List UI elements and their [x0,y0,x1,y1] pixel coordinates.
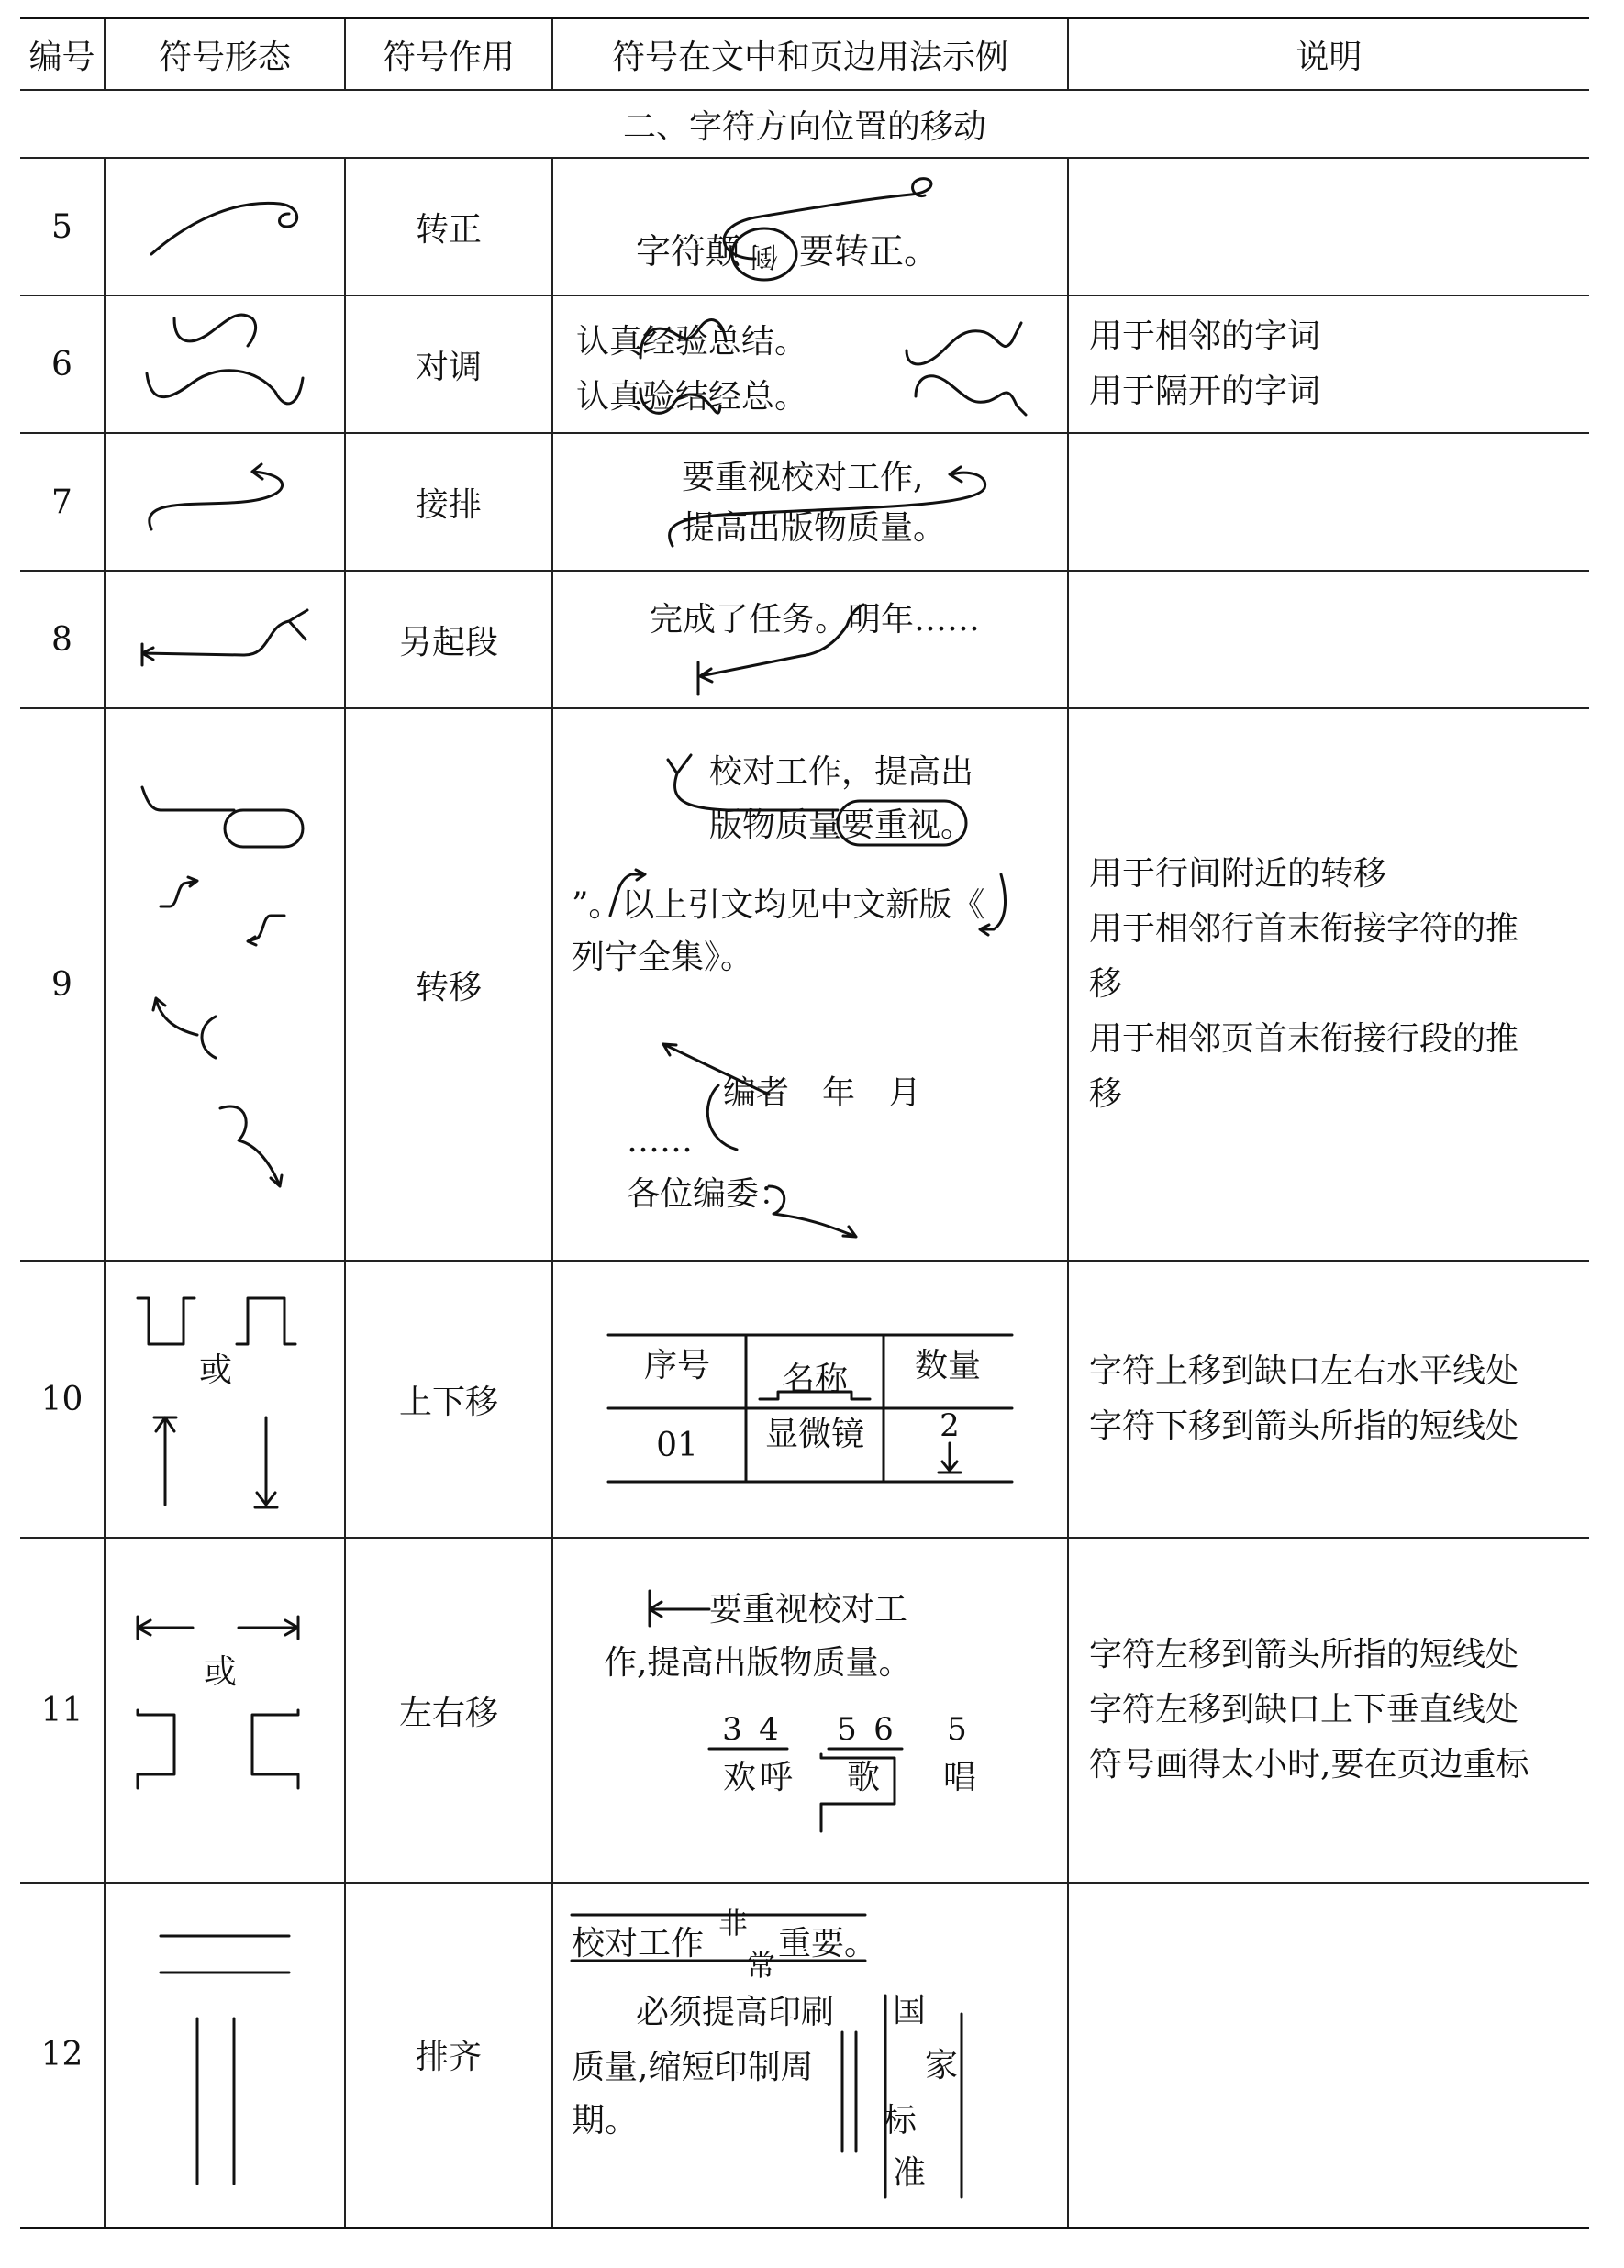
notes-cell [1068,571,1589,708]
note-line: 字符下移到箭头所指的短线处 [1089,1407,1519,1445]
or-label: 或 [198,1351,233,1389]
function-label: 转正 [345,158,552,295]
example-text-6: 质量,缩短印制周 [572,2048,814,2086]
table-cell-1: 01 [656,1427,698,1464]
example-cell [552,708,1068,1261]
table-row [20,708,1589,1261]
notes-cell [1068,1261,1589,1538]
function-label: 左右移 [345,1538,552,1883]
row-number: 12 [20,1883,105,2228]
row-number: 10 [20,1261,105,1538]
symbol-cell [105,1261,345,1538]
function-label: 转移 [345,708,552,1261]
example-join-drawing [572,447,1049,557]
example-number-2: 4 [759,1711,779,1748]
example-line-1: 认真经验总结。 [576,323,808,361]
example-line-4: 列宁全集》。 [572,939,754,976]
example-line-2: 认真验结经总。 [576,378,808,416]
table-row [20,1538,1589,1883]
row-number: 11 [20,1538,105,1883]
example-word-3: 歌 [847,1759,881,1796]
notes-cell [1068,295,1589,433]
section-title: 二、字符方向位置的移动 [20,90,1589,158]
header-explanation: 说明 [1068,18,1589,91]
symbol-cell [105,158,345,295]
note-line: 字符左移到箭头所指的短线处 [1089,1636,1519,1673]
example-number-5: 5 [947,1711,967,1748]
notes-cell [1068,433,1589,571]
example-word-1: 欢 [723,1759,757,1796]
align-symbols-icon [151,1918,298,2193]
note-line: 用于行间附近的转移 [1089,855,1387,893]
transfer-symbols-icon [133,769,317,1200]
swap-symbol-icon [138,309,312,419]
table-header-1: 序号 [643,1347,711,1384]
table-row [20,1883,1589,2228]
left-right-symbols-icon [128,1609,321,1811]
header-row [20,18,1589,91]
example-line-2: 作,提高出版物质量。 [604,1644,912,1682]
table-cell-3: 2 [940,1407,960,1444]
row-number: 8 [20,571,105,708]
example-text-1: 校对工作 [572,1924,705,1962]
note-line: 用于相邻页首末衔接行段的推 [1089,1020,1519,1058]
note-line: 用于相邻的字词 [1089,317,1321,355]
row-number: 9 [20,708,105,1261]
header-symbol-function: 符号作用 [345,18,552,91]
example-line-1: 要重视校对工作, [682,459,924,496]
vertical-char-3: 标 [884,2101,918,2140]
example-text-4: 重要。 [778,1924,878,1962]
example-text-2: 倒 [751,239,778,272]
vertical-char-1: 国 [893,1991,927,2029]
example-line-1: 要重视校对工 [709,1591,908,1629]
example-text-2: 非 [718,1905,749,1940]
example-text-3: 常 [746,1947,776,1983]
example-cell [552,1538,1068,1883]
example-text-1: 字符颠 [636,231,741,272]
row-number: 7 [20,433,105,571]
example-text-3: 要转正。 [799,231,940,272]
function-label: 上下移 [345,1261,552,1538]
note-line: 移 [1089,1075,1123,1113]
example-up-down-drawing [599,1307,1021,1491]
example-number-4: 6 [873,1711,894,1748]
example-transfer-drawing [562,737,1058,1232]
example-cell [552,571,1068,708]
note-line: 字符上移到缺口左右水平线处 [1089,1352,1519,1390]
symbol-cell [105,571,345,708]
function-label: 另起段 [345,571,552,708]
example-line-2: 版物质量要重视。 [709,806,974,844]
symbol-cell [105,1883,345,2228]
example-line-1: 校对工作，提高出 [709,753,974,791]
example-swap-drawing [562,305,1058,424]
notes-cell [1068,158,1589,295]
section-row [20,90,1589,158]
example-line-2: 提高出版物质量。 [682,509,947,547]
row-number: 5 [20,158,105,295]
example-word-2: 呼 [760,1759,794,1796]
header-usage-example: 符号在文中和页边用法示例 [552,18,1068,91]
note-line: 用于相邻行首末衔接字符的推 [1089,910,1519,948]
notes-cell [1068,1538,1589,1883]
new-paragraph-symbol-icon [133,603,317,676]
example-line-1: 完成了任务。明年…… [650,601,981,639]
header-number: 编号 [20,18,105,91]
table-cell-2: 显微镜 [764,1416,865,1453]
table-header-3: 数量 [914,1347,982,1384]
example-line-5: 编者 年 月 [723,1074,922,1112]
example-text-7: 期。 [572,2101,639,2140]
example-left-right-drawing [572,1573,1049,1848]
function-label: 排齐 [345,1883,552,2228]
example-text-5: 必须提高印刷 [636,1993,835,2031]
note-line: 用于隔开的字词 [1089,372,1321,410]
example-align-drawing [562,1904,1058,2207]
header-symbol-shape: 符号形态 [105,18,345,91]
note-line: 移 [1089,965,1123,1003]
symbol-cell [105,1538,345,1883]
function-label: 接排 [345,433,552,571]
symbol-cell [105,295,345,433]
note-line: 字符左移到缺口上下垂直线处 [1089,1691,1519,1729]
example-cell [552,433,1068,571]
notes-cell [1068,1883,1589,2228]
example-cell [552,295,1068,433]
table-row [20,433,1589,571]
symbols-table [20,17,1589,2229]
vertical-char-2: 家 [925,2046,959,2085]
example-line-6: …… [627,1122,693,1160]
table-row [20,571,1589,708]
or-label: 或 [203,1653,238,1691]
example-number-3: 5 [837,1711,857,1748]
rotate-symbol-icon [142,181,307,272]
note-line: 符号画得太小时,要在页边重标 [1089,1746,1529,1784]
example-number-1: 3 [722,1711,742,1748]
example-line-3: ”。以上引文均见中文新版《 [572,886,985,924]
example-cell [552,1883,1068,2228]
example-word-4: 唱 [943,1759,977,1796]
table-row [20,295,1589,433]
example-line-7: 各位编委： [627,1175,793,1213]
vertical-char-4: 准 [893,2153,927,2192]
proofreading-symbols-table [20,17,1589,2229]
table-row [20,158,1589,295]
join-symbol-icon [142,461,307,543]
example-new-paragraph-drawing [572,584,1049,695]
notes-cell [1068,708,1589,1261]
up-down-symbols-icon [128,1280,321,1518]
table-row [20,1261,1589,1538]
table-header-2: 名称 [781,1361,849,1398]
function-label: 对调 [345,295,552,433]
example-rotate-drawing [572,172,1049,282]
row-number: 6 [20,295,105,433]
example-cell [552,158,1068,295]
symbol-cell [105,708,345,1261]
symbol-cell [105,433,345,571]
example-cell [552,1261,1068,1538]
